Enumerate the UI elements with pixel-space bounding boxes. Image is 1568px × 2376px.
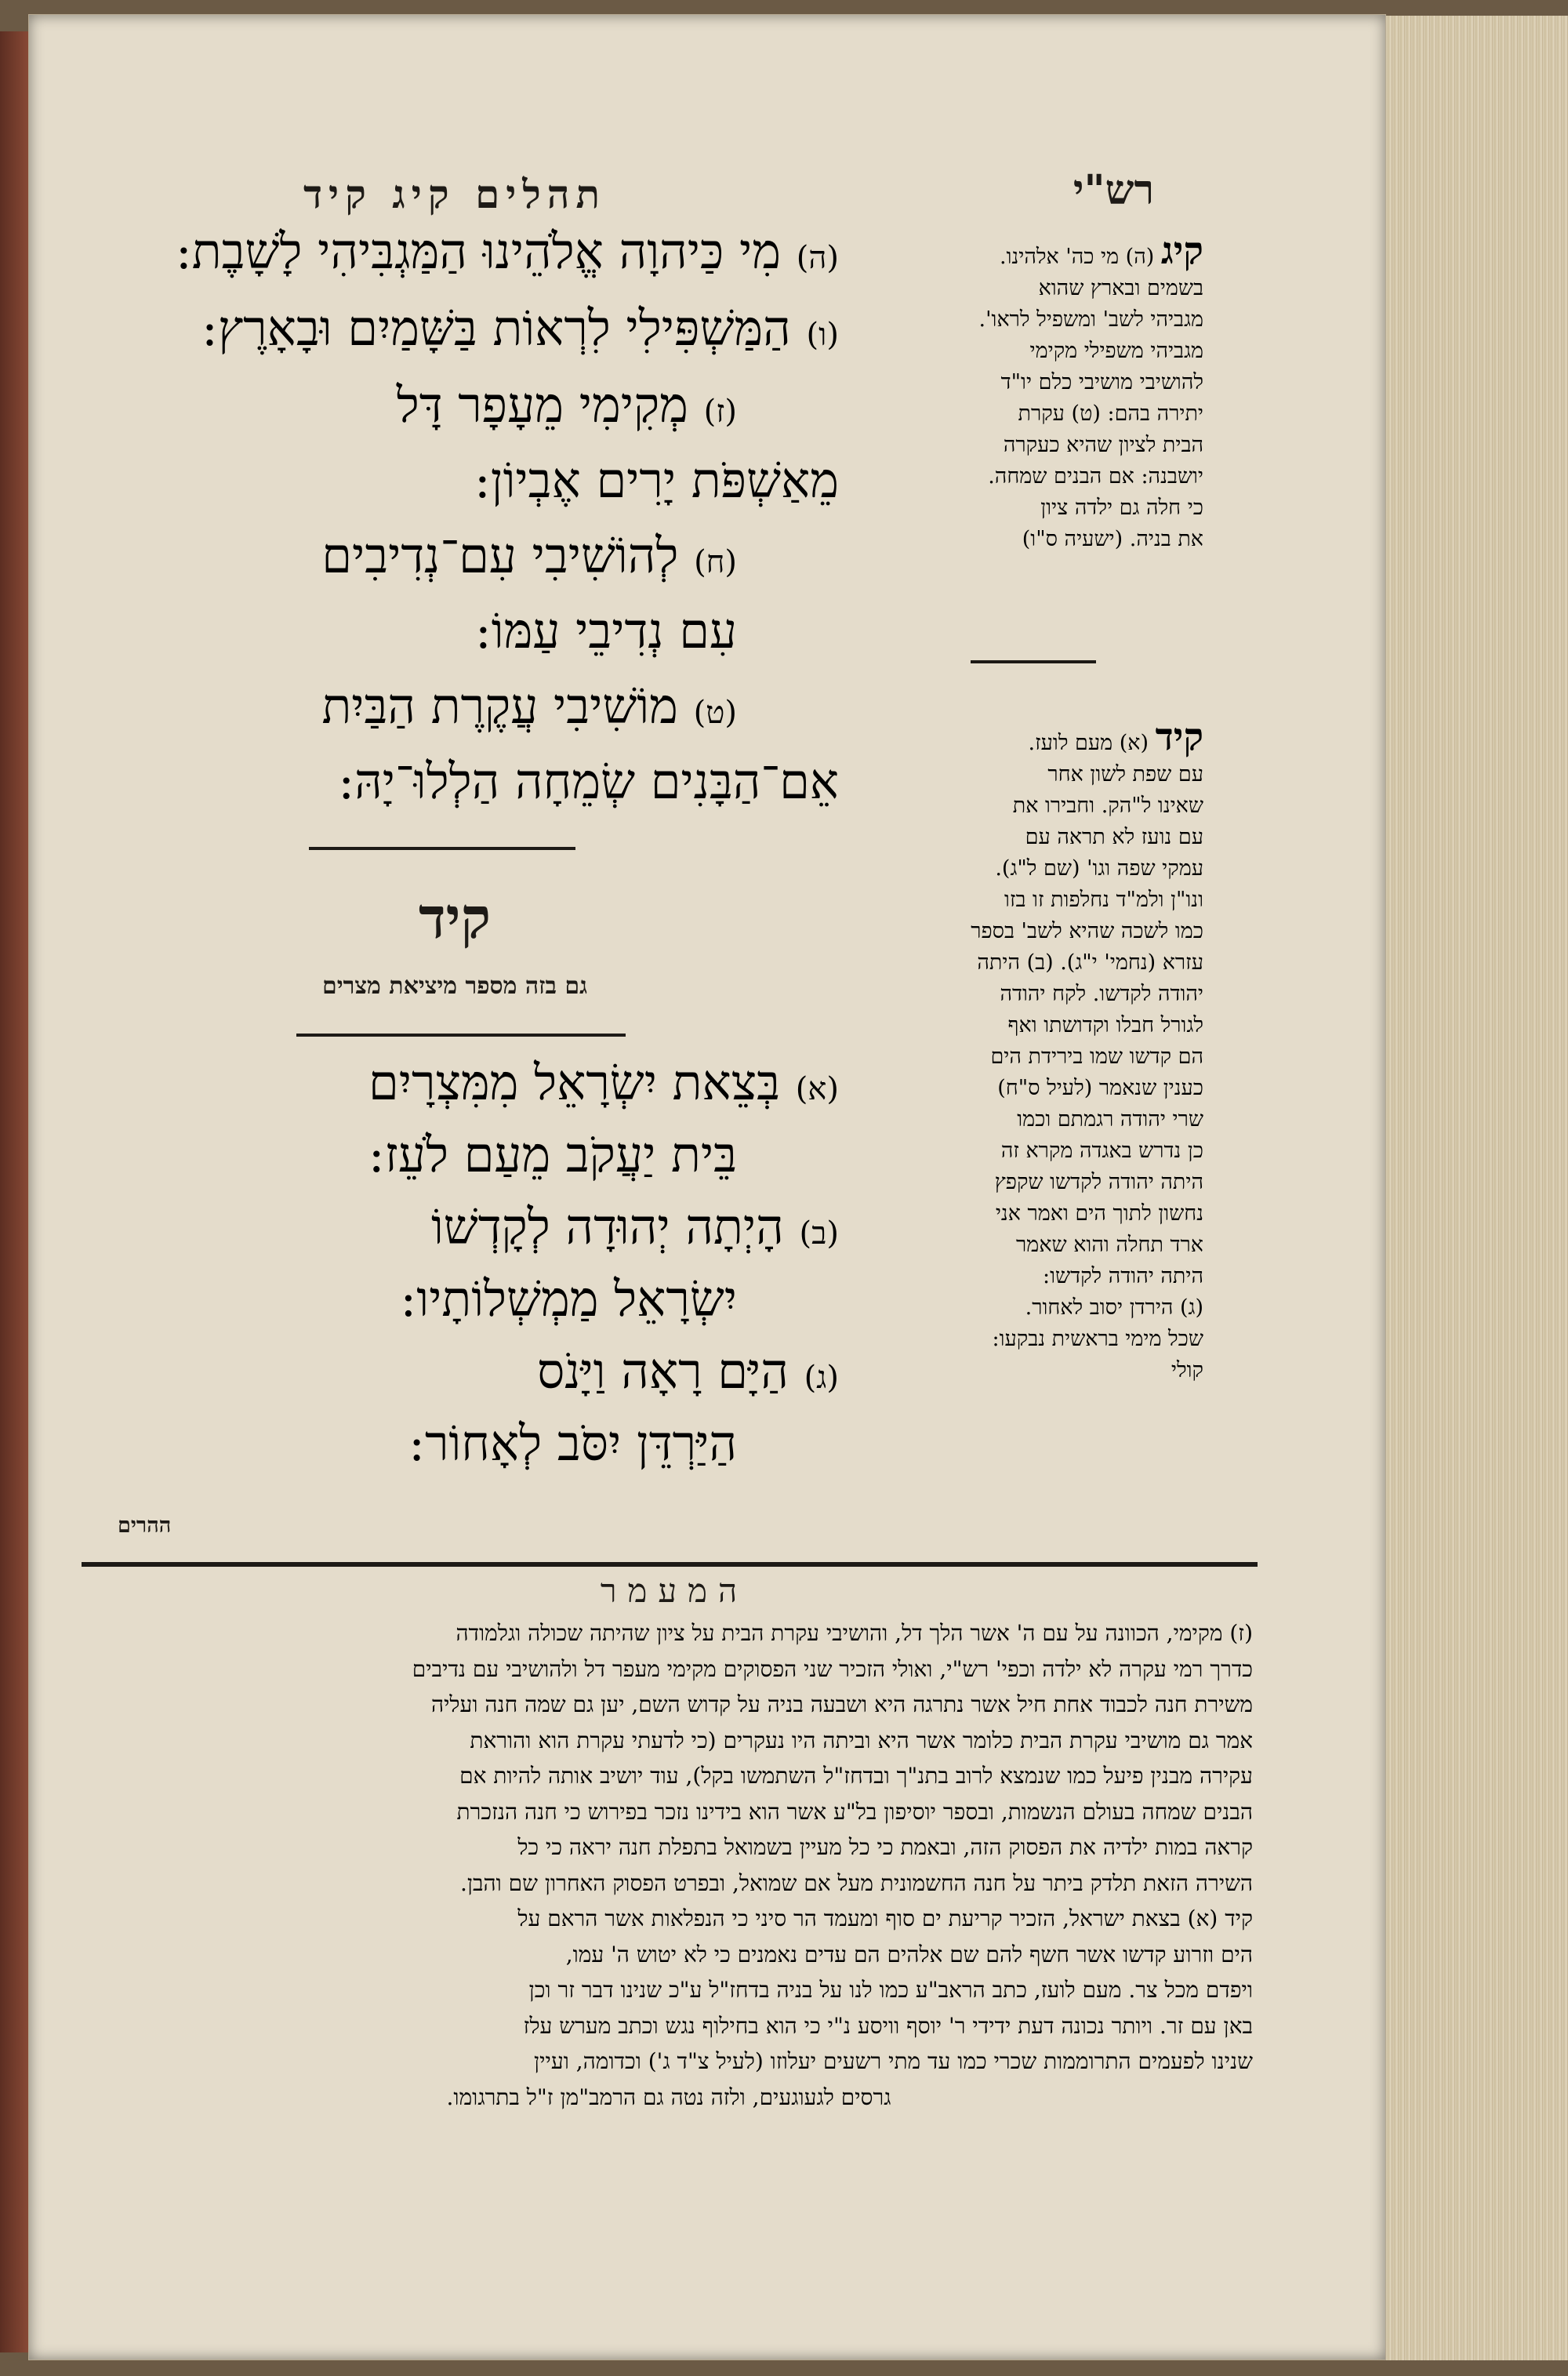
rashi-line: קולי	[1171, 1358, 1203, 1382]
verse-number: (ח)	[694, 544, 737, 580]
rashi-line: כן נדרש באגדה מקרא זה	[1000, 1139, 1203, 1163]
verse-text: מֵאַשְׁפֹּת יָרִים אֶבְיוֹן:	[474, 452, 839, 509]
commentary-line: השירה הזאת תלדק ביתר על חנה החשמונית מעל אם שמואל, ובפרט הפסוק האחרון שם והבן.	[459, 1869, 1253, 1896]
rashi-line: יתירה בהם: (ט) עקרת	[1018, 401, 1203, 426]
commentary-line: עקירה מבנין פיעל כמו שנמצא לרוב בתנ"ך ובדחז"ל השתמשו בקל), עוד יושיב אותה להיות אם	[459, 1763, 1253, 1789]
rashi-line: ארד תחלה והוא שאמר	[1016, 1233, 1203, 1257]
psalm-114-heading: קיד	[418, 885, 492, 951]
commentary-line: הים וזרוע קדשו אשר חשף להם שם אלהים הם עדים נאמנים כי לא יטוש ה' עמו,	[565, 1941, 1253, 1967]
commentary-rule	[82, 1562, 1258, 1567]
commentary-line: שנינו לפעמים התרוממות שכרי כמו עד מתי רשעים יעלוזו (לעיל צ"ד ג') וכדומה, ועיין	[534, 2048, 1253, 2074]
verse-text: מְקִימִי מֵעָפָר דָּל	[396, 376, 688, 434]
verse-line	[338, 753, 839, 810]
verse-number: (ה)	[796, 240, 839, 276]
commentary-line: באן עם זר. ויותר נכונה דעת ידידי ר' יוסף וויסע נ"י כי הוא בחילוף נגש וכתב מערש עלז	[523, 2012, 1253, 2039]
verse-text: הַיָּם רָאָה וַיָּנֹס	[536, 1342, 789, 1400]
rashi-line: (ה) מי כה' אלהינו.	[999, 245, 1155, 269]
section-divider	[296, 1034, 626, 1037]
rashi-line: את בניה. (ישעיה ס"ו)	[1022, 527, 1203, 551]
verse-line	[430, 1198, 839, 1255]
verse-number: (א)	[795, 1071, 839, 1107]
rashi-section-114	[878, 715, 1203, 1386]
verse-line	[368, 1054, 839, 1111]
verse-text: עִם נְדִיבֵי עַמּוֹ:	[474, 602, 737, 659]
commentary-body	[85, 1615, 1253, 2115]
verse-line	[201, 300, 839, 357]
rashi-line: להושיבי מושיבי כלם יו"ד	[1000, 370, 1203, 394]
rashi-line: מגביהי לשב' ומשפיל לראו'.	[978, 307, 1203, 332]
verse-line	[474, 452, 839, 509]
rashi-line: (א) מעם לועז.	[1028, 731, 1149, 755]
rashi-section-113	[878, 229, 1203, 555]
verse-text: יִשְׂרָאֵל מַמְשְׁלוֹתָיו:	[400, 1270, 737, 1328]
commentary-line: אמר גם מושיבי עקרת הבית כלומר אשר היא וביתה היו נעקרים (כי לדעתי עקרת הוא והוראת	[470, 1727, 1253, 1753]
verse-number: (ו)	[806, 317, 839, 353]
running-head: תהלים קיג קיד	[303, 171, 607, 217]
rashi-line: שכל מימי בראשית נבקעו:	[992, 1327, 1203, 1351]
commentary-line: כדרך רמי עקרה לא ילדה וכפי' רש"י, ואולי הזכיר שני הפסוקים מקימי מעפר דל ולהושיבי עם נדיבים	[412, 1655, 1253, 1682]
rashi-line: שרי יהודה רגמתם וכמו	[1017, 1107, 1203, 1132]
verse-text: הַיַּרְדֵּן יִסֹּב לְאָחוֹר:	[408, 1415, 737, 1472]
verse-line	[408, 1415, 737, 1472]
rashi-line: עזרא (נחמי' י"ג). (ב) היתה	[977, 950, 1203, 975]
commentary-line: ויפדם מכל צר. מעם לועז, כתב הראב"ע כמו לנו על בניה בדחז"ל ע"כ שנינו דבר זר וכן	[528, 1977, 1253, 2003]
verse-text: בְּצֵאת יִשְׂרָאֵל מִמִּצְרָיִם	[368, 1054, 781, 1111]
rashi-line: שאינו ל"הק. וחבירו את	[1012, 794, 1203, 818]
rashi-line: נחשון לתוך הים ואמר אני	[995, 1201, 1203, 1226]
verse-number: (ב)	[799, 1215, 839, 1252]
commentary-title: המעמר	[600, 1571, 749, 1610]
rashi-line: מגביהי משפילי מקימי	[1029, 339, 1203, 363]
verse-line	[474, 602, 737, 659]
rashi-line: ונו"ן ולמ"ד נחלפות זו בזו	[1004, 888, 1203, 912]
commentary-line: גרסים לגעוגעים, ולזה נטה גם הרמב"מן ז"ל בתרגומו.	[446, 2084, 891, 2110]
catchword: ההרים	[118, 1513, 172, 1538]
verse-line	[321, 527, 737, 584]
rashi-line: עם נועז לא תראה עם	[1025, 825, 1203, 849]
rashi-line: כמו לשכה שהיא לשב' בספר	[971, 919, 1203, 943]
rashi-divider	[971, 660, 1096, 663]
commentary-line: משירת חנה לכבוד אחת חיל אשר נתרגה היא ושבעה בניה על קדוש השם, יען גם שמה חנה ועליה	[430, 1691, 1253, 1717]
rashi-line: כענין שנאמר (לעיל ס"ח)	[997, 1076, 1203, 1100]
rashi-psalm-label: קיג	[1160, 229, 1203, 273]
verse-line	[175, 223, 839, 280]
rashi-line: לגורל חבלו וקדושתו ואף	[1007, 1013, 1203, 1037]
verse-line	[536, 1342, 839, 1400]
commentary-line: קיד (א) בצאת ישראל, הזכיר קריעת ים סוף ומעמד הר סיני כי הנפלאות אשר הראם על	[517, 1906, 1253, 1931]
rashi-line: היתה יהודה לקדשו שקפץ	[994, 1170, 1203, 1194]
psalm-114-verses	[55, 1054, 839, 1498]
verse-text: לְהוֹשִׁיבִי עִם־נְדִיבִים	[321, 527, 679, 584]
commentary-line: הבנים שמחה בעולם הנשמות, ובספר יוסיפון בל"ע אשר הוא בידינו נזכר בפירוש כי חנה הנזכרת	[456, 1798, 1253, 1825]
rashi-line: יושבנה: אם הבנים שמחה.	[988, 464, 1203, 489]
rashi-line: בשמים ובארץ שהוא	[1038, 276, 1203, 300]
verse-line	[400, 1270, 737, 1328]
rashi-psalm-label: קיד	[1155, 715, 1203, 759]
rashi-line: עמקי שפה וגו' (שם ל"ג).	[995, 856, 1203, 881]
verse-line	[321, 678, 737, 735]
verse-text: הָיְתָה יְהוּדָה לְקָדְשׁוֹ	[430, 1198, 784, 1255]
psalm-113-verses	[55, 223, 839, 823]
verse-text: אֵם־הַבָּנִים שְׂמֵחָה הַלְלוּ־יָהּ:	[338, 753, 839, 810]
verse-text: מוֹשִׁיבִי עֲקֶרֶת הַבַּיִת	[321, 678, 678, 735]
commentary-line: (ז) מקימי, הכוונה על עם ה' אשר הלך דל, והושיבי עקרת הבית על ציון שהיתה שכולה וגלמודה	[456, 1620, 1253, 1646]
rashi-line: (ג) הירדן יסוב לאחור.	[1025, 1295, 1203, 1320]
rashi-line: הם קדשו שמו בירידת הים	[990, 1044, 1203, 1069]
verse-number: (ג)	[804, 1360, 839, 1396]
rashi-line: עם שפת לשון אחר	[1047, 762, 1203, 787]
rashi-line: היתה יהודה לקדשו:	[1043, 1264, 1203, 1288]
verse-line	[396, 376, 737, 434]
verse-text: הַמַּשְׁפִּילִי לִרְאוֹת בַּשָּׁמַיִם וּבָאָרֶץ:	[201, 300, 791, 357]
book-spine	[0, 31, 30, 2352]
rashi-column-title: רש"י	[1073, 166, 1154, 214]
psalm-114-subtitle: גם בזה מספר מיציאת מצרים	[322, 972, 587, 1000]
verse-number: (ז)	[703, 394, 737, 430]
verse-text: מִי כַּיהוָה אֱלֹהֵינוּ הַמַּגְבִּיהִי לָשָׁבֶת:	[175, 223, 782, 280]
rashi-line: כי חלה גם ילדה ציון	[1040, 496, 1203, 520]
verse-line	[368, 1126, 737, 1183]
verse-number: (ט)	[693, 695, 737, 731]
rashi-line: הבית לציון שהיא כעקרה	[1003, 433, 1203, 457]
section-divider	[309, 847, 575, 850]
commentary-line: קראה במות ילדיה את הפסוק הזה, ובאמת כי כל מעיין בשמואל בתפלת חנה יראה כי כל	[517, 1834, 1253, 1860]
page-edges	[1385, 16, 1568, 2360]
verse-text: בֵּית יַעֲקֹב מֵעַם לֹעֵז:	[368, 1126, 737, 1183]
rashi-line: יהודה לקדשו. לקח יהודה	[1000, 982, 1203, 1006]
